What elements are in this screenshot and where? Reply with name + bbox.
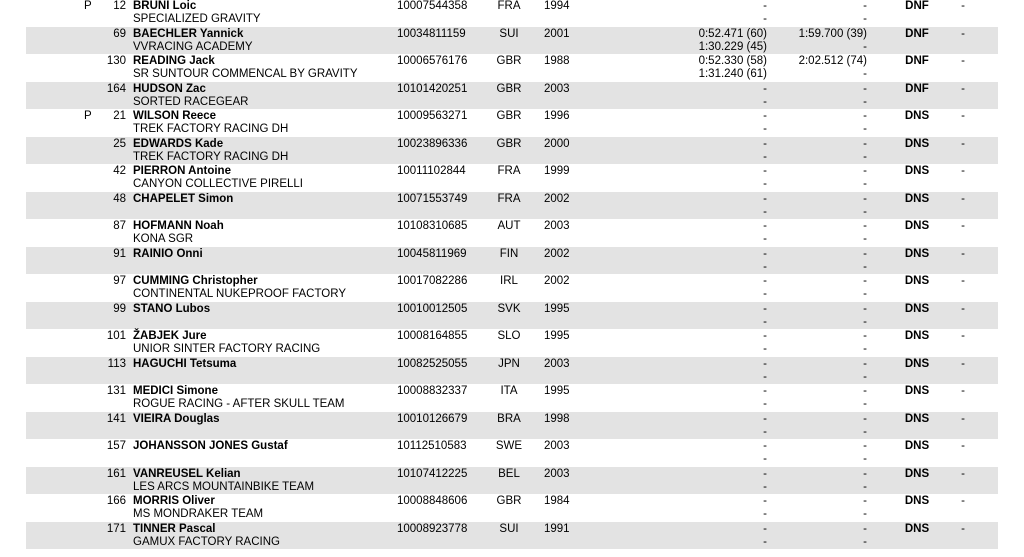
nationality: IRL (500, 275, 518, 287)
result-row (0, 274, 1024, 302)
uci-id: 10008164855 (397, 330, 468, 342)
split-3: - (863, 275, 867, 287)
split-3: - (863, 385, 867, 397)
split-4: - (863, 425, 867, 438)
status-marker: P (84, 110, 92, 122)
bib-number: 25 (113, 137, 126, 150)
split-4: - (863, 68, 867, 80)
year-of-birth: 1995 (544, 302, 570, 315)
time-gap: - (961, 82, 965, 95)
year-of-birth: 2002 (544, 275, 570, 287)
split-2: - (763, 535, 767, 548)
year-of-birth: 2000 (544, 137, 570, 150)
bib-number: 166 (106, 495, 126, 507)
result-status: DNS (904, 357, 930, 370)
result-status: DNS (904, 275, 930, 287)
split-2: - (763, 480, 767, 493)
rider-name: RAINIO Onni (133, 247, 203, 260)
time-gap: - (961, 412, 965, 425)
split-3: - (863, 110, 867, 122)
split-2: - (763, 178, 767, 190)
result-status: DNF (905, 55, 929, 67)
split-2: 1:31.240 (61) (698, 68, 767, 80)
team-name: SORTED RACEGEAR (133, 95, 249, 108)
split-3: - (863, 467, 867, 480)
bib-number: 48 (113, 192, 126, 205)
split-4: - (863, 288, 867, 300)
result-row (0, 357, 1024, 385)
time-gap: - (961, 495, 965, 507)
split-4: - (863, 508, 867, 520)
team-name: TREK FACTORY RACING DH (133, 123, 289, 135)
team-name: MS MONDRAKER TEAM (133, 508, 264, 520)
uci-id: 10023896336 (397, 137, 468, 150)
rider-name: MORRIS Oliver (133, 495, 215, 507)
team-name: TREK FACTORY RACING DH (133, 150, 289, 163)
nationality: GBR (496, 495, 522, 507)
result-status: DNS (904, 330, 930, 342)
split-3: - (863, 137, 867, 150)
result-status: DNS (904, 165, 930, 177)
result-row (0, 247, 1024, 275)
time-gap: - (961, 220, 965, 232)
split-3: - (863, 165, 867, 177)
result-row (0, 27, 1024, 55)
result-row (0, 219, 1024, 247)
split-1: - (763, 357, 767, 370)
time-gap: - (961, 330, 965, 342)
team-name: ROGUE RACING - AFTER SKULL TEAM (133, 398, 345, 410)
rider-name: WILSON Reece (133, 110, 217, 122)
year-of-birth: 1996 (544, 110, 570, 122)
split-2: - (763, 13, 767, 25)
nationality: SVK (497, 302, 521, 315)
rider-name: PIERRON Antoine (133, 165, 231, 177)
split-1: - (763, 275, 767, 287)
split-3: - (863, 220, 867, 232)
rider-name: ŽABJEK Jure (133, 330, 207, 342)
year-of-birth: 1991 (544, 522, 570, 535)
split-4: - (863, 95, 867, 108)
split-1: - (763, 137, 767, 150)
rider-name: READING Jack (133, 55, 215, 67)
nationality: FIN (499, 247, 519, 260)
rider-name: CHAPELET Simon (133, 192, 234, 205)
rider-name: STANO Lubos (133, 302, 211, 315)
uci-id: 10045811969 (397, 247, 467, 260)
result-row (0, 137, 1024, 165)
team-name: CONTINENTAL NUKEPROOF FACTORY (133, 288, 346, 300)
split-1: - (763, 247, 767, 260)
bib-number: 87 (113, 220, 126, 232)
year-of-birth: 1998 (544, 412, 570, 425)
nationality: GBR (496, 137, 522, 150)
year-of-birth: 2003 (544, 440, 570, 452)
split-1: - (763, 522, 767, 535)
split-1: - (763, 440, 767, 452)
year-of-birth: 2003 (544, 82, 570, 95)
split-3: - (863, 0, 867, 12)
uci-id: 10017082286 (397, 275, 468, 287)
split-1: - (763, 467, 767, 480)
split-1: - (763, 110, 767, 122)
year-of-birth: 2002 (544, 192, 570, 205)
rider-name: HAGUCHI Tetsuma (133, 357, 237, 370)
result-status: DNS (904, 220, 930, 232)
result-row (0, 54, 1024, 82)
split-2: - (763, 453, 767, 465)
bib-number: 91 (113, 247, 126, 260)
time-gap: - (961, 165, 965, 177)
year-of-birth: 2003 (544, 467, 570, 480)
year-of-birth: 2001 (544, 27, 570, 40)
split-3: - (863, 495, 867, 507)
split-4: - (863, 13, 867, 25)
year-of-birth: 1995 (544, 385, 570, 397)
result-row (0, 109, 1024, 137)
bib-number: 131 (106, 385, 126, 397)
split-2: - (763, 205, 767, 218)
split-3: - (863, 302, 867, 315)
split-4: - (863, 205, 867, 218)
nationality: FRA (497, 0, 521, 12)
split-3: - (863, 522, 867, 535)
split-4: - (863, 123, 867, 135)
result-status: DNS (904, 110, 930, 122)
result-row (0, 82, 1024, 110)
split-1: - (763, 82, 767, 95)
split-4: - (863, 260, 867, 273)
split-2: - (763, 370, 767, 383)
split-3: - (863, 330, 867, 342)
rider-name: VIEIRA Douglas (133, 412, 220, 425)
time-gap: - (961, 467, 965, 480)
result-status: DNF (905, 82, 929, 95)
uci-id: 10107412225 (397, 467, 468, 480)
result-status: DNS (904, 137, 930, 150)
year-of-birth: 1984 (544, 495, 570, 507)
team-name: LES ARCS MOUNTAINBIKE TEAM (133, 480, 315, 493)
team-name: KONA SGR (133, 233, 194, 245)
split-4: - (863, 480, 867, 493)
split-2: - (763, 398, 767, 410)
split-1: - (763, 165, 767, 177)
time-gap: - (961, 302, 965, 315)
nationality: ITA (500, 385, 518, 397)
nationality: AUT (497, 220, 521, 232)
uci-id: 10008848606 (397, 495, 468, 507)
nationality: BRA (497, 412, 521, 425)
bib-number: 130 (106, 55, 126, 67)
status-marker: P (84, 0, 92, 12)
rider-name: BRUNI Loic (133, 0, 197, 12)
result-row (0, 0, 1024, 27)
uci-id: 10008923778 (397, 522, 468, 535)
bib-number: 69 (113, 27, 126, 40)
split-3: 1:59.700 (39) (798, 27, 867, 40)
time-gap: - (961, 0, 965, 12)
result-row (0, 192, 1024, 220)
result-row (0, 467, 1024, 495)
split-2: - (763, 343, 767, 355)
result-row (0, 494, 1024, 522)
uci-id: 10007544358 (397, 0, 468, 12)
split-4: - (863, 40, 867, 53)
split-3: - (863, 357, 867, 370)
split-3: - (863, 82, 867, 95)
result-row (0, 439, 1024, 467)
bib-number: 141 (106, 412, 126, 425)
year-of-birth: 2003 (544, 357, 570, 370)
bib-number: 164 (106, 82, 126, 95)
split-1: 0:52.471 (60) (698, 27, 767, 40)
result-status: DNS (904, 522, 930, 535)
split-4: - (863, 453, 867, 465)
split-1: - (763, 220, 767, 232)
uci-id: 10009563271 (397, 110, 468, 122)
split-3: 2:02.512 (74) (798, 55, 867, 67)
nationality: SLO (497, 330, 521, 342)
time-gap: - (961, 110, 965, 122)
rider-name: JOHANSSON JONES Gustaf (133, 440, 288, 452)
uci-id: 10108310685 (397, 220, 468, 232)
result-status: DNF (905, 0, 929, 12)
bib-number: 161 (106, 467, 126, 480)
split-2: - (763, 95, 767, 108)
time-gap: - (961, 522, 965, 535)
rider-name: HOFMANN Noah (133, 220, 224, 232)
rider-name: BAECHLER Yannick (133, 27, 244, 40)
split-4: - (863, 398, 867, 410)
split-2: - (763, 508, 767, 520)
split-2: - (763, 288, 767, 300)
nationality: SUI (499, 522, 519, 535)
year-of-birth: 1995 (544, 330, 570, 342)
result-row (0, 302, 1024, 330)
result-status: DNS (904, 247, 930, 260)
nationality: GBR (496, 110, 522, 122)
split-2: - (763, 123, 767, 135)
split-2: - (763, 233, 767, 245)
split-3: - (863, 192, 867, 205)
team-name: GAMUX FACTORY RACING (133, 535, 280, 548)
uci-id: 10006576176 (397, 55, 468, 67)
split-2: 1:30.229 (45) (698, 40, 767, 53)
time-gap: - (961, 27, 965, 40)
split-1: 0:52.330 (58) (698, 55, 767, 67)
split-1: - (763, 495, 767, 507)
bib-number: 97 (113, 275, 126, 287)
split-1: - (763, 330, 767, 342)
nationality: SUI (499, 27, 519, 40)
bib-number: 12 (113, 0, 126, 12)
split-1: - (763, 385, 767, 397)
nationality: SWE (495, 440, 523, 452)
bib-number: 21 (113, 110, 126, 122)
year-of-birth: 1994 (544, 0, 570, 12)
time-gap: - (961, 440, 965, 452)
uci-id: 10034811159 (397, 27, 466, 40)
nationality: JPN (498, 357, 520, 370)
result-row (0, 384, 1024, 412)
nationality: GBR (496, 82, 522, 95)
result-row (0, 329, 1024, 357)
team-name: CANYON COLLECTIVE PIRELLI (133, 178, 303, 190)
rider-name: VANREUSEL Kelian (133, 467, 241, 480)
split-4: - (863, 178, 867, 190)
year-of-birth: 1988 (544, 55, 570, 67)
result-row (0, 412, 1024, 440)
split-4: - (863, 150, 867, 163)
result-status: DNS (904, 495, 930, 507)
result-status: DNF (905, 27, 929, 40)
bib-number: 99 (113, 302, 126, 315)
result-status: DNS (904, 385, 930, 397)
time-gap: - (961, 385, 965, 397)
nationality: FRA (497, 165, 521, 177)
time-gap: - (961, 55, 965, 67)
time-gap: - (961, 137, 965, 150)
uci-id: 10008832337 (397, 385, 468, 397)
team-name: UNIOR SINTER FACTORY RACING (133, 343, 321, 355)
result-status: DNS (904, 192, 930, 205)
bib-number: 101 (106, 330, 126, 342)
rider-name: MEDICI Simone (133, 385, 218, 397)
result-row (0, 164, 1024, 192)
uci-id: 10082525055 (397, 357, 468, 370)
bib-number: 113 (107, 357, 126, 370)
uci-id: 10112510583 (397, 440, 467, 452)
bib-number: 42 (113, 165, 126, 177)
result-status: DNS (904, 467, 930, 480)
split-2: - (763, 150, 767, 163)
year-of-birth: 1999 (544, 165, 570, 177)
time-gap: - (961, 192, 965, 205)
bib-number: 171 (106, 522, 126, 535)
rider-name: HUDSON Zac (133, 82, 206, 95)
split-4: - (863, 233, 867, 245)
split-1: - (763, 0, 767, 12)
rider-name: CUMMING Christopher (133, 275, 258, 287)
bib-number: 157 (106, 440, 126, 452)
nationality: GBR (496, 55, 522, 67)
result-row (0, 522, 1024, 550)
uci-id: 10101420251 (397, 82, 468, 95)
split-1: - (763, 412, 767, 425)
team-name: SPECIALIZED GRAVITY (133, 13, 261, 25)
split-4: - (863, 343, 867, 355)
split-3: - (863, 412, 867, 425)
split-2: - (763, 260, 767, 273)
time-gap: - (961, 357, 965, 370)
split-3: - (863, 440, 867, 452)
time-gap: - (961, 275, 965, 287)
uci-id: 10010012505 (397, 302, 468, 315)
rider-name: EDWARDS Kade (133, 137, 224, 150)
uci-id: 10071553749 (397, 192, 468, 205)
result-status: DNS (904, 412, 930, 425)
year-of-birth: 2003 (544, 220, 570, 232)
rider-name: TINNER Pascal (133, 522, 216, 535)
team-name: SR SUNTOUR COMMENCAL BY GRAVITY (133, 68, 358, 80)
result-status: DNS (904, 302, 930, 315)
uci-id: 10010126679 (397, 412, 468, 425)
nationality: FRA (497, 192, 521, 205)
split-4: - (863, 315, 867, 328)
result-status: DNS (904, 440, 930, 452)
split-4: - (863, 535, 867, 548)
split-1: - (763, 192, 767, 205)
uci-id: 10011102844 (397, 165, 466, 177)
time-gap: - (961, 247, 965, 260)
team-name: VVRACING ACADEMY (133, 40, 253, 53)
split-4: - (863, 370, 867, 383)
split-1: - (763, 302, 767, 315)
split-2: - (763, 315, 767, 328)
nationality: BEL (498, 467, 520, 480)
split-2: - (763, 425, 767, 438)
year-of-birth: 2002 (544, 247, 570, 260)
split-3: - (863, 247, 867, 260)
